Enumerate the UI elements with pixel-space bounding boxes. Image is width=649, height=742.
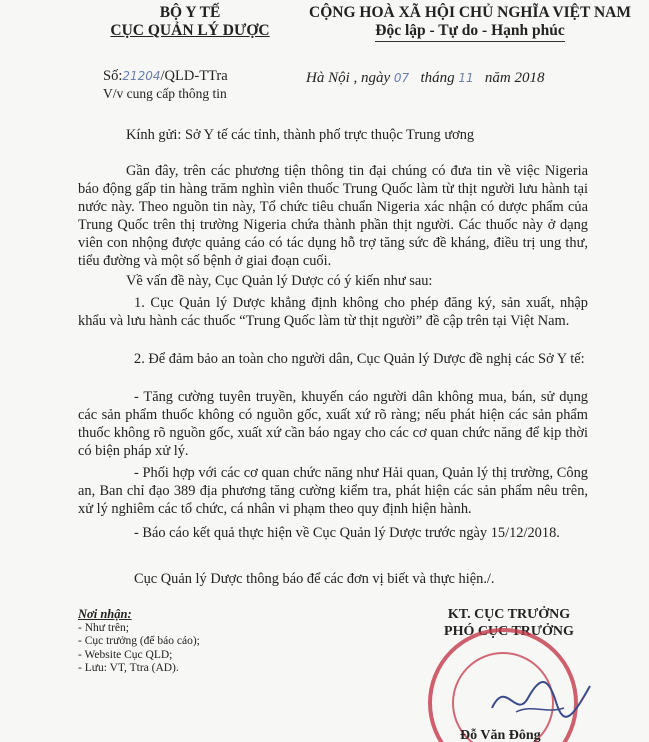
recipient-item: - Như trên; [78, 621, 129, 634]
paragraph-4: 2. Để đảm bảo an toàn cho người dân, Cục Quản lý Dược đề nghị các Sở Y tế: [134, 351, 585, 367]
signature-title-1: KT. CỤC TRƯỞNG [447, 607, 571, 622]
recipients-title: Nơi nhận: [78, 607, 132, 621]
recipient-item: - Lưu: VT, Ttra (AD). [78, 662, 179, 674]
document-subject: V/v cung cấp thông tin [103, 86, 227, 101]
department-name: CỤC QUẢN LÝ DƯỢC [110, 22, 270, 39]
paragraph-8: Cục Quản lý Dược thông báo để các đơn vị biết và thực hiện./. [134, 571, 495, 587]
handwritten-signature [486, 668, 596, 728]
recipient-item: - Website Cục QLD; [78, 648, 173, 661]
paragraph-2: Về vấn đề này, Cục Quản lý Dược có ý kiến như sau: [126, 273, 433, 289]
national-header [300, 4, 640, 42]
addressee: Kính gửi: Sở Y tế các tỉnh, thành phố trực thuộc Trung ương [126, 127, 475, 143]
country-name: CỘNG HOÀ XÃ HỘI CHỦ NGHĨA VIỆT NAM [309, 4, 631, 21]
national-motto: Độc lập - Tự do - Hạnh phúc [375, 22, 564, 42]
paragraph-5: - Tăng cường tuyên truyền, khuyến cáo người dân không mua, bán, sử dụng các sản phẩm thuốc không có nguồn gốc, xuất xứ rõ ràng; nếu phát hiện các sản phẩm thuốc không rõ nguồn gốc, xuất xứ cần báo ngay cho các cơ quan chức năng để kịp thời có biện pháp xử lý. [78, 389, 588, 459]
ministry-name: BỘ Y TẾ [159, 4, 221, 21]
paragraph-1: Gần đây, trên các phương tiện thông tin đại chúng có đưa tin về việc Nigeria báo động gấp tin hàng trăm nghìn viên thuốc Trung Quốc làm từ thịt người lưu hành tại nước này. Theo nguồn tin này, Tổ chức tiêu chuẩn Nigeria xác nhận có dược phẩm của Trung Quốc trên thị trường Nigeria chứa thành phần thịt người. Các thuốc này ở dạng viên con nhộng được quảng cáo có tác dụng hỗ trợ tăng sức đề kháng, điều trị ung thư, tiểu đường và một số bệnh ở giai đoạn cuối. [78, 163, 588, 269]
signature-title-2: PHÓ CỤC TRƯỞNG [444, 624, 574, 639]
recipient-item: - Cục trưởng (để báo cáo); [78, 635, 200, 647]
doc-number-handwritten: 21204 [122, 69, 161, 83]
date-year: năm 2018 [484, 70, 545, 86]
paragraph-3: 1. Cục Quản lý Dược khẳng định không cho phép đăng ký, sản xuất, nhập khẩu và lưu hành các thuốc “Trung Quốc làm từ thịt người” đề cập trên tại Việt Nam. [78, 295, 588, 329]
document-date [306, 70, 545, 87]
document-number [103, 68, 228, 85]
paragraph-7: - Báo cáo kết quả thực hiện về Cục Quản lý Dược trước ngày 15/12/2018. [134, 525, 560, 541]
paragraph-6: - Phối hợp với các cơ quan chức năng như Hải quan, Quản lý thị trường, Công an, Ban chỉ đạo 389 địa phương tăng cường kiểm tra, phát hiện các sản phẩm nêu trên, xử lý nghiêm các tổ chức, cá nhân vi phạm theo quy định hiện hành. [78, 465, 588, 517]
doc-number-prefix: Số: [103, 68, 123, 84]
doc-number-suffix: /QLD-TTra [160, 68, 228, 84]
date-day: 07 [393, 71, 410, 85]
date-place: Hà Nội , ngày [306, 70, 391, 86]
date-month-label: tháng [420, 70, 455, 86]
signer-name: Đỗ Văn Đông [460, 728, 541, 742]
recipients-block [78, 608, 200, 676]
issuer-header [78, 4, 302, 40]
date-month: 11 [458, 71, 474, 85]
